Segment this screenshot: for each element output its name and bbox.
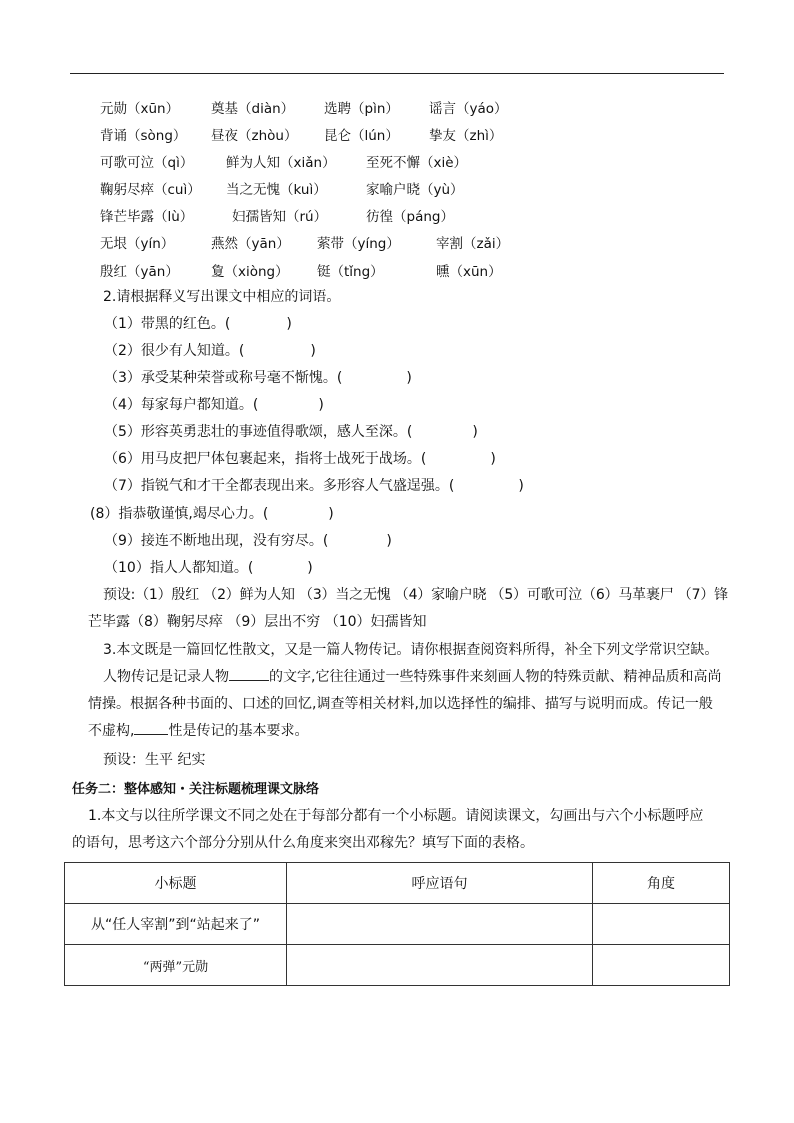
- pinyin-item: 可歌可泣（qì）: [100, 155, 194, 171]
- item-close: ): [310, 343, 316, 359]
- table-cell: 从“任人宰割”到“站起来了”: [65, 904, 287, 945]
- fill-blank[interactable]: [134, 734, 168, 735]
- pinyin-item: 昼夜（zhòu）: [211, 128, 298, 144]
- question-2-title: 2.请根据释义写出课文中相应的词语。: [103, 289, 341, 305]
- pinyin-item: 殷红（yān）: [100, 264, 179, 280]
- question-2-item: [104, 531, 392, 551]
- pinyin-item: 选聘（pìn）: [324, 101, 399, 117]
- table-cell[interactable]: [287, 904, 593, 945]
- pinyin-item: 当之无愧（kuì）: [226, 182, 327, 198]
- task-2-question-cont: 的语句，思考这六个部分分别从什么角度来突出邓稼先？填写下面的表格。: [72, 835, 534, 851]
- item-close: ): [406, 370, 412, 386]
- item-close: ): [472, 424, 478, 440]
- item-text: （7）指锐气和才干全都表现出来。多形容人气盛逞强。(: [104, 478, 455, 494]
- task-2-title: 任务二：整体感知・关注标题梳理课文脉络: [72, 782, 320, 797]
- question-2-item: [104, 314, 292, 334]
- item-text: (8）指恭敬谨慎,竭尽心力。(: [90, 506, 269, 522]
- pinyin-item: 挚友（zhì）: [429, 128, 503, 144]
- table-row: [65, 945, 730, 986]
- column-header: 呼应语句: [287, 863, 593, 904]
- question-3-answer: 预设：生平 纪实: [103, 752, 206, 768]
- pinyin-item: 燕然（yān）: [211, 236, 290, 252]
- question-3-title: 3.本文既是一篇回忆性散文，又是一篇人物传记。请你根据查阅资料所得，补全下列文学常识空缺。: [103, 642, 719, 658]
- item-text: （2）很少有人知道。(: [104, 343, 245, 359]
- table-header-row: [65, 863, 730, 904]
- pinyin-item: 至死不懈（xiè）: [366, 155, 468, 171]
- pinyin-item: 背诵（sòng）: [100, 128, 187, 144]
- question-2-item: [104, 422, 478, 442]
- pinyin-item: 夐（xiòng）: [211, 264, 289, 280]
- para-text: 人物传记是记录人物: [103, 669, 229, 685]
- task-2-question: 1.本文与以往所学课文不同之处在于每部分都有一个小标题。请阅读课文，勾画出与六个小标题呼应: [88, 808, 704, 824]
- question-2-item: [104, 476, 524, 496]
- pinyin-item: 昆仑（lún）: [324, 128, 399, 144]
- pinyin-item: 元勋（xūn）: [100, 101, 180, 117]
- table-row: [65, 904, 730, 945]
- para-text: 不虚构,: [88, 723, 135, 739]
- pinyin-item: 铤（tǐng）: [317, 264, 384, 280]
- pinyin-item: 无垠（yín）: [100, 236, 175, 252]
- pinyin-item: 鞠躬尽瘁（cuì）: [100, 182, 201, 198]
- pinyin-item: 家喻户晓（yù）: [366, 182, 464, 198]
- para-text: 的文字,它往往通过一些特殊事件来刻画人物的特殊贡献、精神品质和高尚: [269, 669, 722, 685]
- pinyin-item: 曛（xūn）: [436, 264, 502, 280]
- item-text: （3）承受某种荣誉或称号毫不惭愧。(: [104, 370, 343, 386]
- question-2-answer: 预设:（1）殷红 （2）鲜为人知 （3）当之无愧 （4）家喻户晓 （5）可歌可泣（6）马革裹尸 （7）锋: [103, 587, 728, 603]
- item-close: ): [518, 478, 524, 494]
- question-2-item: [90, 504, 334, 524]
- column-header: 小标题: [65, 863, 287, 904]
- table-cell: “两弹”元勋: [65, 945, 287, 986]
- item-text: （9）接连不断地出现，没有穷尽。(: [104, 533, 329, 549]
- item-close: ): [318, 397, 324, 413]
- fill-blank[interactable]: [229, 680, 269, 681]
- pinyin-item: 谣言（yáo）: [429, 101, 508, 117]
- item-close: ): [307, 560, 313, 576]
- pinyin-item: 鲜为人知（xiǎn）: [226, 155, 336, 171]
- question-2-answer-cont: 芒毕露（8）鞠躬尽瘁 （9）层出不穷 （10）妇孺皆知: [88, 614, 427, 630]
- question-3-para: 情操。根据各种书面的、口述的回忆,调查等相关材料,加以选择性的编排、描写与说明而成。传记一般: [88, 696, 713, 712]
- item-text: （6）用马皮把尸体包裹起来，指将士战死于战场。(: [104, 451, 427, 467]
- question-3-para: [103, 667, 721, 687]
- item-close: ): [328, 506, 334, 522]
- pinyin-item: 奠基（diàn）: [211, 101, 295, 117]
- column-header: 角度: [593, 863, 730, 904]
- pinyin-item: 妇孺皆知（rú）: [232, 209, 328, 225]
- question-2-item: [104, 558, 313, 578]
- item-text: （4）每家每户都知道。(: [104, 397, 259, 413]
- item-text: （1）带黑的红色。(: [104, 316, 231, 332]
- pinyin-item: 彷徨（páng）: [366, 209, 454, 225]
- table-cell[interactable]: [287, 945, 593, 986]
- pinyin-item: 萦带（yíng）: [317, 236, 400, 252]
- table-cell[interactable]: [593, 904, 730, 945]
- pinyin-item: 锋芒毕露（lù）: [100, 209, 194, 225]
- item-text: （10）指人人都知道。(: [104, 560, 254, 576]
- question-2-item: [104, 395, 324, 415]
- item-text: （5）形容英勇悲壮的事迹值得歌颂，感人至深。(: [104, 424, 413, 440]
- question-2-item: [104, 341, 316, 361]
- item-close: ): [286, 316, 292, 332]
- question-3-para: [88, 721, 308, 741]
- header-rule: [70, 73, 724, 74]
- item-close: ): [386, 533, 392, 549]
- item-close: ): [490, 451, 496, 467]
- table-cell[interactable]: [593, 945, 730, 986]
- question-2-item: [104, 368, 412, 388]
- angle-table: [64, 862, 730, 986]
- question-2-item: [104, 449, 496, 469]
- pinyin-item: 宰割（zǎi）: [436, 236, 510, 252]
- para-text: 性是传记的基本要求。: [168, 723, 309, 739]
